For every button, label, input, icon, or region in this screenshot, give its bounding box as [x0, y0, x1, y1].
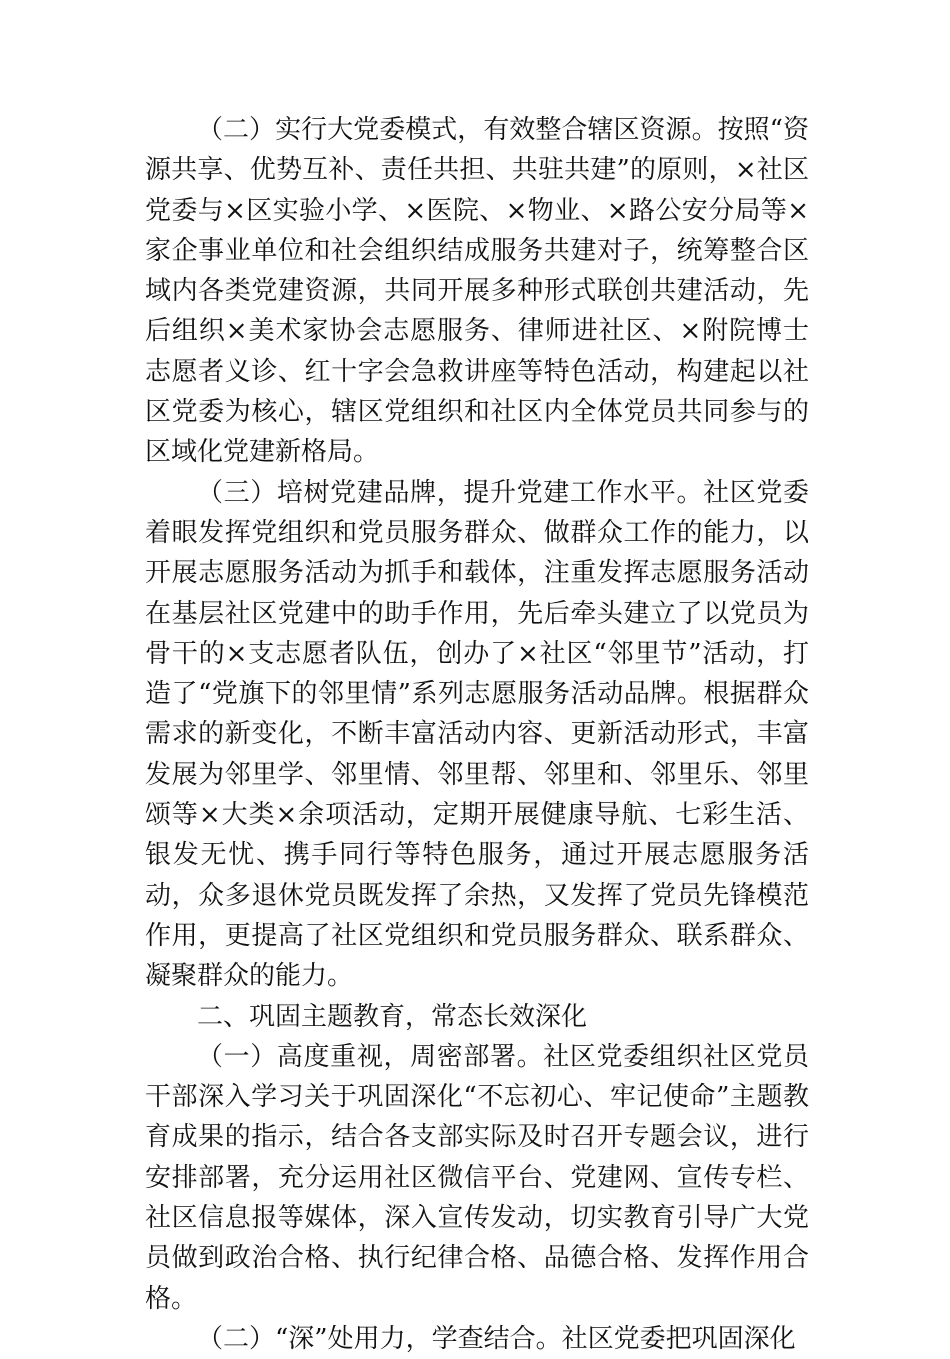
document-body — [145, 110, 809, 1359]
paragraph-deployment: （一）高度重视，周密部署。社区党委组织社区党员干部深入学习关于巩固深化“不忘初心、牢记使命”主题教育成果的指示，结合各支部实际及时召开专题会议，进行安排部署，充分运用社区微信平台、党建网、宣传专栏、社区信息报等媒体，深入宣传发动，切实教育引导广大党员做到政治合格、执行纪律合格、品德合格、发挥作用合格。 — [145, 1041, 809, 1314]
paragraph-joint-building: （二）实行大党委模式，有效整合辖区资源。按照“资源共享、优势互补、责任共担、共驻共建”的原则，×社区党委与×区实验小学、×医院、×物业、×路公安分局等×家企事业单位和社会组织结成服务共建对子，统筹整合区域内各类党建资源，共同开展多种形式联创共建活动，先后组织×美术家协会志愿服务、律师进社区、×附院博士志愿者义诊、红十字会急救讲座等特色活动，构建起以社区党委为核心，辖区党组织和社区内全体党员共同参与的区域化党建新格局。 — [145, 115, 809, 468]
section-heading: 二、巩固主题教育，常态长效深化 — [197, 1001, 588, 1032]
paragraph-party-brand: （三）培树党建品牌，提升党建工作水平。社区党委着眼发挥党组织和党员服务群众、做群众工作的能力，以开展志愿服务活动为抓手和载体，注重发挥志愿服务活动在基层社区党建中的助手作用，先后牵头建立了以党员为骨干的×支志愿者队伍，创办了×社区“邻里节”活动，打造了“党旗下的邻里情”系列志愿服务活动品牌。根据群众需求的新变化，不断丰富活动内容、更新活动形式，丰富发展为邻里学、邻里情、邻里帮、邻里和、邻里乐、邻里颂等×大类×余项活动，定期开展健康导航、七彩生活、银发无忧、携手同行等特色服务，通过开展志愿服务活动，众多退休党员既发挥了余热，又发挥了党员先锋模范作用，更提高了社区党组织和党员服务群众、联系群众、凝聚群众的能力。 — [145, 477, 809, 992]
paragraph-study-check: （二）“深”处用力，学查结合。社区党委把巩固深化 — [197, 1323, 796, 1354]
